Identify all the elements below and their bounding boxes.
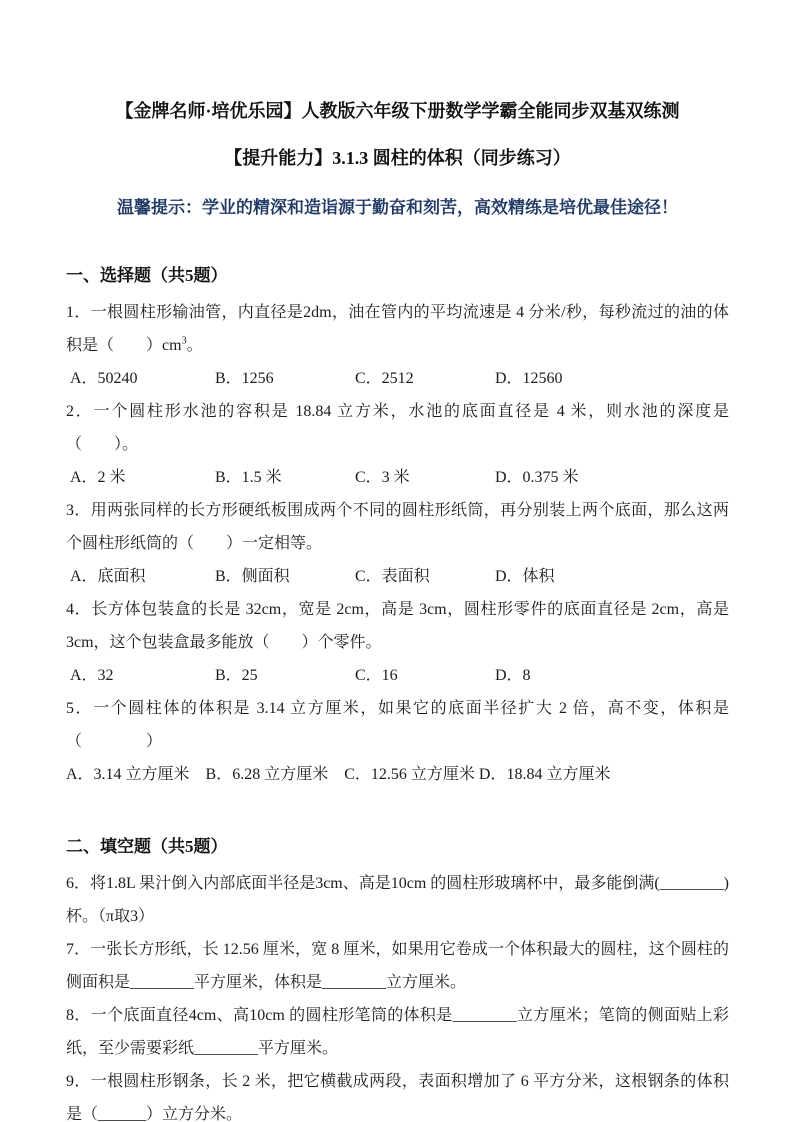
question-3-option-d: D．体积: [495, 568, 555, 585]
doc-title: 【金牌名师·培优乐园】人教版六年级下册数学学霸全能同步双基双练测: [115, 101, 680, 121]
question-1-text: [66, 296, 729, 362]
question-4-options: [70, 659, 729, 692]
question-9-text: 9．一根圆柱形钢条，长 2 米，把它横截成两段，表面积增加了 6 平方分米，这根钢条的体积是（______）立方分米。: [66, 1073, 729, 1122]
question-2-option-a: A．2 米: [70, 469, 126, 486]
question-8-text: 8．一个底面直径4cm、高10cm 的圆柱形笔筒的体积是________立方厘米；笔筒的侧面贴上彩纸，至少需要彩纸________平方厘米。: [66, 1007, 729, 1057]
question-3-text: 3．用两张同样的长方形硬纸板围成两个不同的圆柱形纸筒，再分别装上两个底面，那么这两个圆柱形纸筒的（ ）一定相等。: [66, 502, 729, 552]
question-4-option-c: C．16: [355, 667, 398, 684]
question-1-option-d: D．12560: [495, 370, 563, 387]
question-3-options: [70, 560, 729, 593]
question-7-text: 7．一张长方形纸，长 12.56 厘米，宽 8 厘米，如果用它卷成一个体积最大的圆柱，这个圆柱的侧面积是________平方厘米，体积是________立方厘米。: [66, 941, 729, 991]
question-3-option-b: B．侧面积: [215, 568, 290, 585]
question-1-option-c: C．2512: [355, 370, 414, 387]
question-1-option-a: A．50240: [70, 370, 138, 387]
question-2-text: 2．一个圆柱形水池的容积是 18.84 立方米，水池的底面直径是 4 米，则水池的深度是（ ）。: [66, 403, 729, 453]
question-5-text: 5．一个圆柱体的体积是 3.14 立方厘米，如果它的底面半径扩大 2 倍，高不变，体积是（ ）: [66, 700, 729, 750]
question-5-options: A．3.14 立方厘米 B．6.28 立方厘米 C．12.56 立方厘米 D．18.84 立方厘米: [66, 766, 611, 783]
question-2-option-d: D．0.375 米: [495, 469, 579, 486]
tip-banner: 温馨提示：学业的精深和造诣源于勤奋和刻苦，高效精练是培优最佳途径！: [117, 198, 678, 217]
section-2-header: 二、填空题（共5题）: [66, 837, 228, 856]
question-4-text: 4．长方体包装盒的长是 32cm，宽是 2cm，高是 3cm，圆柱形零件的底面直径是 2cm，高是 3cm，这个包装盒最多能放（ ）个零件。: [66, 601, 729, 651]
question-1-superscript: 3: [181, 335, 187, 347]
question-3-option-a: A．底面积: [70, 568, 146, 585]
question-4-option-b: B．25: [215, 667, 258, 684]
question-2-options: [70, 461, 729, 494]
question-4-option-a: A．32: [70, 667, 114, 684]
doc-subtitle: 【提升能力】3.1.3 圆柱的体积（同步练习）: [224, 148, 571, 168]
question-1-options: [70, 362, 729, 395]
question-1-text-pre: 1．一根圆柱形输油管，内直径是2dm，油在管内的平均流速是 4 分米/秒，每秒流过的油的体积是（ ）cm: [66, 304, 729, 354]
question-2-option-c: C．3 米: [355, 469, 410, 486]
question-3-option-c: C．表面积: [355, 568, 430, 585]
question-2-option-b: B．1.5 米: [215, 469, 282, 486]
question-1-text-post: 。: [186, 337, 203, 354]
question-4-option-d: D．8: [495, 667, 531, 684]
question-1-option-b: B．1256: [215, 370, 274, 387]
question-6-text: 6．将1.8L 果汁倒入内部底面半径是3cm、高是10cm 的圆柱形玻璃杯中，最多能倒满(________)杯。（π取3）: [66, 875, 729, 925]
section-1-header: 一、选择题（共5题）: [66, 266, 228, 285]
